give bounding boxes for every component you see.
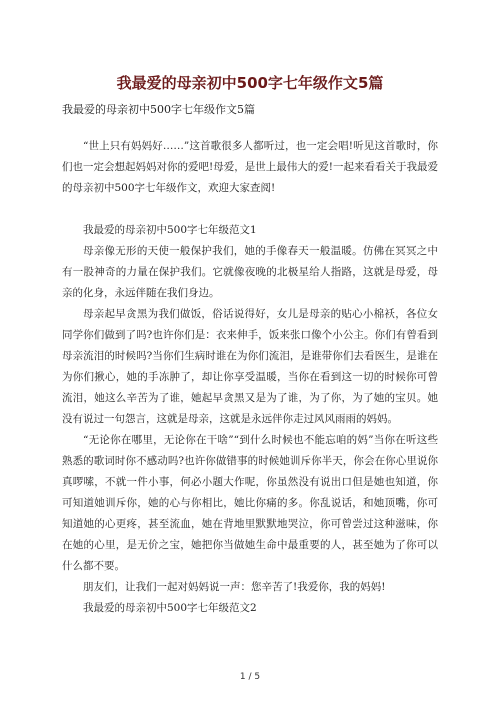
page-number: 1 / 5 [239, 672, 261, 682]
section-1-heading: 我最爱的母亲初中500字七年级范文1 [83, 224, 257, 236]
document-title: 我最爱的母亲初中500字七年级作文5篇 [116, 74, 384, 92]
paragraph-spacer [62, 199, 438, 220]
section-1-paragraph-4: 朋友们，让我们一起对妈妈说一声：您辛苦了!我爱你，我的妈妈! [83, 581, 386, 593]
section-1-paragraph-2: 母亲起早贪黑为我们做饭，俗话说得好，女儿是母亲的贴心小棉袄，各位女同学你们做到了吗?也许你们是：衣来伸手，饭来张口像个小公主。你们有曾看到母亲流泪的时候吗?当你们生病时谁在为你们流泪，是谁带你们去看医生，是谁在为你们揪心，她的手冻肿了，却让你享受温暖，当你在看到这一切的时候你可曾流泪，她这么辛苦为了谁，她起早贪黑又是为了谁，为了你，为了她的宝贝。她没有说过一句怨言，这就是母亲，这就是永远伴你走过风风雨雨的妈妈。 [62, 308, 438, 425]
intro-paragraph: “世上只有妈妈好……”这首歌很多人都听过，也一定会唱!听见这首歌时，你们也一定会想起妈妈对你的爱吧!母爱，是世上最伟大的爱!一起来看看关于我最爱的母亲初中500字七年级作文，欢迎大家查阅! [62, 140, 438, 194]
section-1-paragraph-3: “无论你在哪里，无论你在干啥”“到什么时候也不能忘咱的妈”当你在听这些熟悉的歌词时你不感动吗?也许你做错事的时候她训斥你半天，你会在你心里说你真啰嗦，不就一件小事，何必小题大作呢，你虽然没有说出口但是她也知道，你可知道她训斥你，她的心与你相比，她比你痛的多。你乱说话，和她顶嘴，你可知道她的心更疼，甚至流血，她在背地里默默地哭泣，你可曾尝过这种滋味，你在她的心里，是无价之宝，她把你当做她生命中最重要的人，甚至她为了你可以什么都不要。 [62, 434, 438, 572]
section-2-heading: 我最爱的母亲初中500字七年级范文2 [83, 602, 257, 614]
document-body [62, 136, 438, 619]
document-subtitle: 我最爱的母亲初中500字七年级作文5篇 [62, 103, 255, 116]
section-1-paragraph-1: 母亲像无形的天使一般保护我们，她的手像春天一般温暖。仿佛在冥冥之中有一股神奇的力量在保护我们。它就像夜晚的北极星给人指路，这就是母爱，母亲的化身，永远伴随在我们身边。 [62, 245, 438, 299]
